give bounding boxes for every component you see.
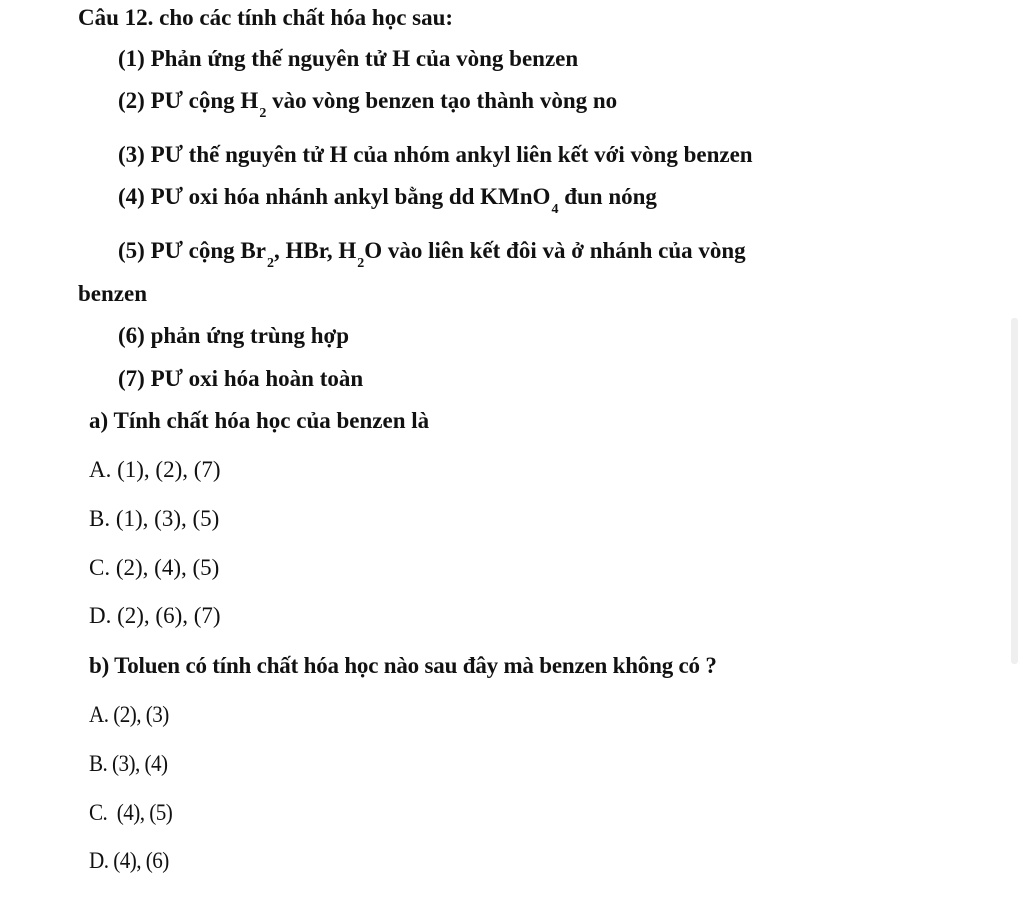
part-b-option-c[interactable]: C. (4), (5) bbox=[89, 800, 173, 825]
part-a-option-b[interactable]: B. (1), (3), (5) bbox=[89, 506, 220, 531]
property-5 bbox=[118, 237, 746, 269]
property-4-post: đun nóng bbox=[558, 184, 657, 209]
part-b-option-a[interactable]: A. (2), (3) bbox=[89, 702, 169, 727]
property-5-pre: (5) PƯ cộng Br bbox=[118, 238, 266, 263]
part-a-prompt: a) Tính chất hóa học của benzen là bbox=[89, 408, 430, 433]
part-b-option-b[interactable]: B. (3), (4) bbox=[89, 751, 168, 776]
part-b-option-d[interactable]: D. (4), (6) bbox=[89, 848, 169, 873]
property-2-pre: (2) PƯ cộng H bbox=[118, 88, 259, 113]
property-2 bbox=[118, 87, 617, 119]
property-1: (1) Phản ứng thế nguyên tử H của vòng benzen bbox=[118, 46, 579, 71]
property-5-continuation: benzen bbox=[78, 281, 147, 306]
property-4-subscript: 4 bbox=[551, 202, 559, 217]
property-3: (3) PƯ thế nguyên tử H của nhóm ankyl liên kết với vòng benzen bbox=[118, 142, 753, 167]
property-4 bbox=[118, 183, 657, 215]
part-a-option-a[interactable]: A. (1), (2), (7) bbox=[89, 457, 221, 482]
property-5-subscript-1: 2 bbox=[266, 256, 274, 271]
question-title: Câu 12. cho các tính chất hóa học sau: bbox=[78, 5, 454, 30]
property-5-subscript-2: 2 bbox=[357, 256, 365, 271]
vertical-scrollbar[interactable] bbox=[1011, 318, 1018, 664]
property-4-pre: (4) PƯ oxi hóa nhánh ankyl bằng dd KMnO bbox=[118, 184, 551, 209]
property-5-mid: , HBr, H bbox=[273, 238, 357, 263]
property-6: (6) phản ứng trùng hợp bbox=[118, 323, 350, 348]
part-a-option-c[interactable]: C. (2), (4), (5) bbox=[89, 555, 220, 580]
property-5-post: O vào liên kết đôi và ở nhánh của vòng bbox=[364, 238, 746, 263]
property-2-post: vào vòng benzen tạo thành vòng no bbox=[266, 88, 618, 113]
property-2-subscript: 2 bbox=[259, 106, 267, 121]
part-a-option-d[interactable]: D. (2), (6), (7) bbox=[89, 603, 221, 628]
part-b-prompt: b) Toluen có tính chất hóa học nào sau đây mà benzen không có ? bbox=[89, 653, 717, 678]
property-7: (7) PƯ oxi hóa hoàn toàn bbox=[118, 366, 364, 391]
